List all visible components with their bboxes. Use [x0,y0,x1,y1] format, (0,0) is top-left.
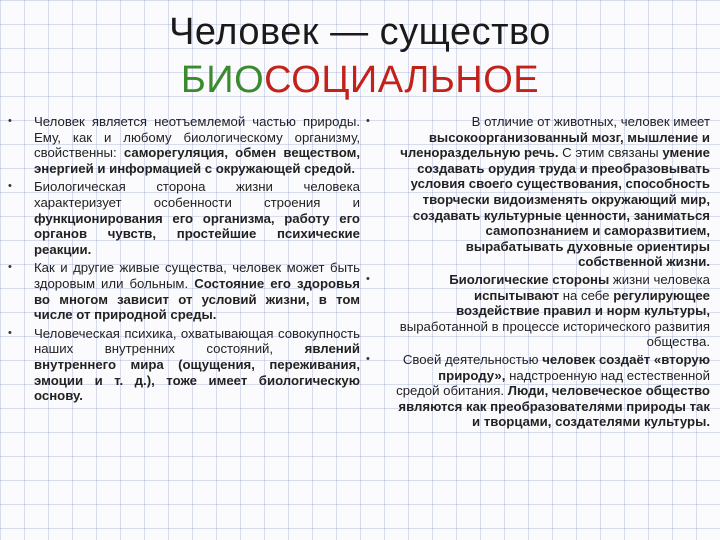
text-run: Человек является неотъемлемой частью природы. Ему, как и любому биологическому организму, свойственны: [34,114,360,161]
bold-text-run: явлений внутреннего мира (ощущения, переживания, эмоции и т. д.), тоже имеет биологическую основу. [34,341,360,404]
bullet-dot-icon: • [366,272,370,285]
text-run: выработанной в процессе исторического развития общества. [399,318,710,350]
text-run: Как и другие живые существа, человек может быть здоровым или больным. [34,260,360,291]
left-bullet-item [8,114,360,176]
bullet-dot-icon: • [8,326,12,339]
text-run: жизни человека [609,271,710,287]
right-item-text [396,352,710,430]
text-run: надстроенную над естественной средой обитания. [396,367,710,399]
right-bullet-item [362,114,710,270]
bold-text-run: испытывают [473,287,560,303]
text-run: Своей деятельностью [402,351,543,367]
slide-title [0,8,720,104]
bullet-dot-icon: • [366,115,370,127]
bold-text-run: Биологические стороны [449,271,610,287]
left-item-text [34,179,360,257]
right-item-text [396,114,710,270]
text-run: Человеческая психика, охватывающая совокупность наших внутренних состояний, [34,325,360,357]
title-social: СОЦИАЛЬНОЕ [264,59,540,101]
text-run: на себе [559,287,614,303]
right-bullet-item [362,352,710,430]
bullet-dot-icon: • [8,180,12,193]
bold-text-run: Люди, человеческое общество являются как преобразователями природы так и творцами, создателями культуры. [398,383,710,430]
bullet-dot-icon: • [366,352,370,365]
bold-text-run: саморегуляция, обмен веществом, энергией и информацией с окружающей средой. [34,145,360,176]
left-bullet-item [8,179,360,257]
left-column [8,114,360,407]
right-bullet-item [362,272,710,350]
bold-text-run: функционирования его организма, работу его органов чувств, простейшие психические реакции. [34,210,360,257]
left-item-text [34,326,360,404]
bullet-dot-icon: • [8,115,12,127]
bullet-dot-icon: • [8,261,12,274]
title-line-1: Человек — существо [169,11,551,53]
bold-text-run: регулирующее воздействие правил и норм культуры, [456,287,710,319]
left-bullet-item [8,260,360,322]
title-bio: БИО [180,59,265,101]
title-line-2 [0,56,720,104]
bold-text-run: высокоорганизованный мозг, мышление и членораздельную речь. [400,129,710,161]
right-item-text [396,272,710,350]
bold-text-run: умение создавать орудия труда и преобразовывать условия своего существования, способность творчески видоизменять окружающий мир, создавать культурные ценности, заниматься самопознанием и саморазвитием, вырабатывать духовные ориентиры собственной жизни. [410,145,710,270]
left-item-text [34,114,360,176]
text-run: С этим связаны [558,145,663,161]
text-run: Биологическая сторона жизни человека характеризует особенности строения и [34,179,360,210]
left-item-text [34,260,360,322]
left-bullet-item [8,326,360,404]
text-run: В отличие от животных, человек имеет [471,114,710,129]
right-column [362,114,710,432]
bold-text-run: человек создаёт «вторую природу», [438,351,710,383]
bold-text-run: Состояние его здоровья во многом зависит от условий жизни, в том числе от природной среды. [34,275,360,323]
